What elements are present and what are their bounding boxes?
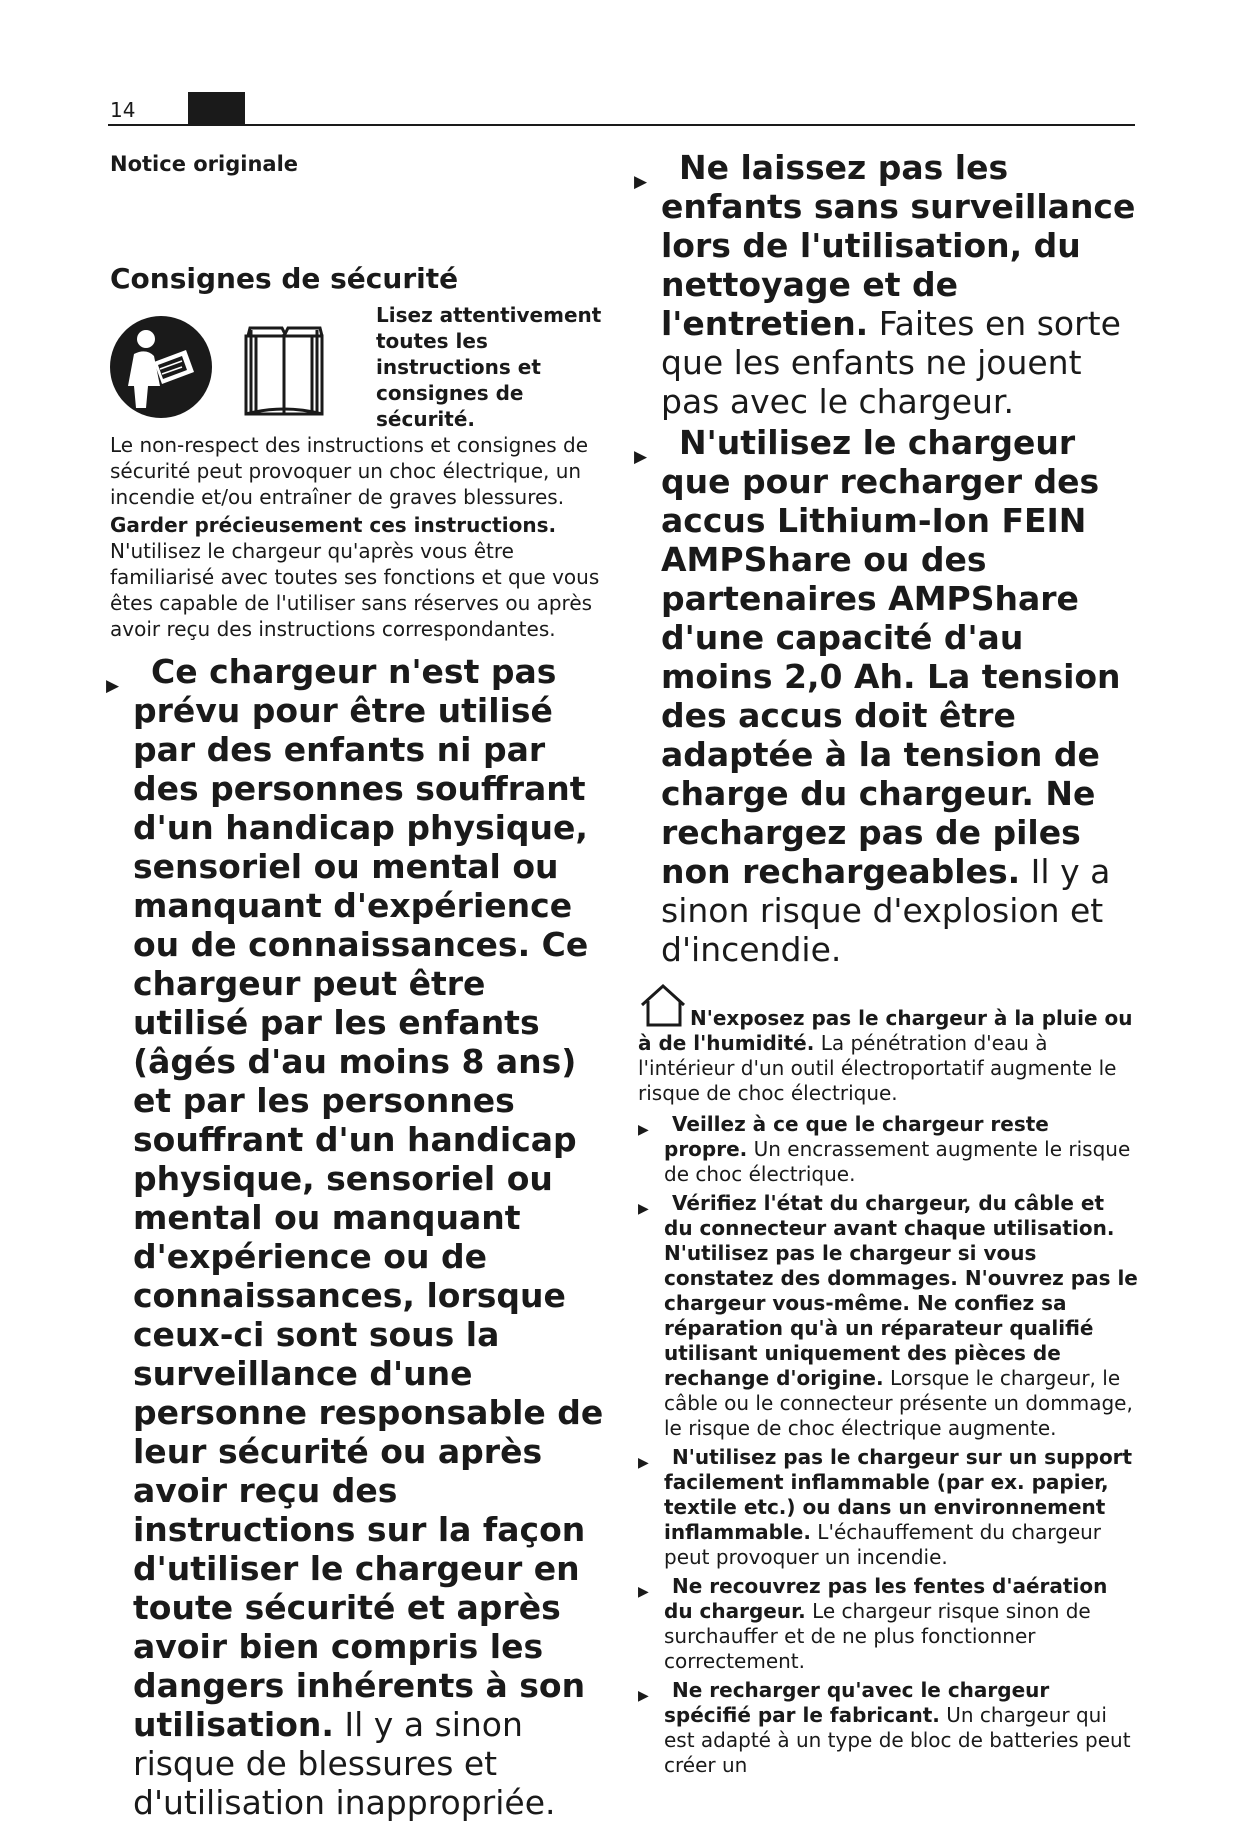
intro-block — [106, 302, 610, 1822]
bullet-triangle-icon: ▶ — [638, 1455, 649, 1471]
right-big-item-2 — [634, 423, 1138, 969]
list-item — [638, 1191, 1138, 1441]
bullet-triangle-icon: ▶ — [638, 1122, 649, 1138]
bullet-triangle-icon: ▶ — [634, 172, 648, 192]
read-manual-icon — [110, 316, 212, 418]
left-big-item-bold: Ce chargeur n'est pas prévu pour être utilisé par des enfants ni par des personnes souffrant d'un handicap physique, sensoriel ou mental ou manquant d'expérience ou de connaissances. Ce chargeur peut être utilisé par les enfants (âgés d'au moins 8 ans) et par les personnes souffrant d'un handicap physique, sensoriel ou mental ou manquant d'expérience ou de connaissances, lorsque ceux-ci sont sous la surveillance d'une personne responsable de leur sécurité ou après avoir reçu des instructions sur la façon d'utiliser le chargeur en toute sécurité et après avoir bien compris les dangers inhérents à son utilisation. — [133, 652, 604, 1744]
left-column — [106, 150, 610, 1822]
keep-bold: Garder précieusement ces instructions. — [110, 513, 557, 537]
left-big-item-text: Il y a sinon risque de blessures et d'utilisation inappropriée. — [133, 1705, 556, 1822]
list-item-bold: N'utilisez pas le chargeur sur un support facilement inflammable (par ex. papier, textile etc.) ou dans un environnement inflammable. — [664, 1445, 1133, 1544]
list-item-text: Un chargeur qui est adapté à un type de bloc de batteries peut créer un — [664, 1703, 1131, 1777]
list-item — [638, 1445, 1138, 1570]
page-number: 14 — [110, 98, 136, 122]
list-item-text: L'échauffement du chargeur peut provoquer un incendie. — [664, 1520, 1102, 1569]
list-item-text: Lorsque le chargeur, le câble ou le connecteur présente un dommage, le risque de choc électrique augmente. — [664, 1366, 1133, 1440]
intro-text-wrap — [110, 432, 610, 510]
right-big-item-2-text: Il y a sinon risque d'explosion et d'incendie. — [661, 852, 1111, 969]
intro-float — [376, 302, 610, 432]
right-big-item-1-text: Faites en sorte que les enfants ne jouent pas avec le chargeur. — [661, 304, 1121, 421]
page-tab-marker — [188, 92, 245, 125]
section-title: Consignes de sécurité — [110, 262, 459, 295]
header-rule — [108, 124, 1135, 126]
bullet-triangle-icon: ▶ — [634, 447, 648, 467]
intro-bold: Lisez attentivement toutes les instructions et consignes de sécurité. — [376, 303, 602, 431]
indoor-text: La pénétration d'eau à l'intérieur d'un outil électroportatif augmente le risque de choc électrique. — [638, 1031, 1117, 1105]
list-item-text: Le chargeur risque sinon de surchauffer et de ne plus fonctionner correctement. — [664, 1599, 1091, 1673]
list-item — [638, 1112, 1138, 1187]
bullet-triangle-icon: ▶ — [638, 1201, 649, 1217]
keep-paragraph — [110, 512, 610, 538]
right-big-item-1 — [634, 148, 1138, 421]
list-item — [638, 1574, 1138, 1674]
left-big-item — [106, 652, 610, 1822]
usage-text: N'utilisez le chargeur qu'après vous être familiarisé avec toutes ses fonctions et que vous êtes capable de l'utiliser sans réserves ou après avoir reçu des instructions correspondantes. — [110, 539, 600, 641]
right-column — [634, 148, 1138, 1782]
safety-icons — [110, 314, 340, 426]
list-item-bold: Ne recharger qu'avec le chargeur spécifié par le fabricant. — [664, 1678, 1050, 1727]
list-item — [638, 1678, 1138, 1778]
indoor-use-paragraph — [638, 983, 1138, 1106]
right-big-item-2-bold: N'utilisez le chargeur que pour recharger des accus Lithium-Ion FEIN AMPShare ou des partenaires AMPShare d'une capacité d'au moins 2,0 Ah. La tension des accus doit être adaptée à la tension de charge du chargeur. Ne rechargez pas de piles non rechargeables. — [661, 423, 1121, 891]
bullet-triangle-icon: ▶ — [638, 1584, 649, 1600]
safety-list — [638, 1112, 1138, 1778]
open-book-icon — [246, 328, 322, 414]
list-item-bold: Ne recouvrez pas les fentes d'aération du chargeur. — [664, 1574, 1108, 1623]
bullet-triangle-icon: ▶ — [638, 1688, 649, 1704]
list-item-text: Un encrassement augmente le risque de choc électrique. — [664, 1137, 1131, 1186]
indoor-bold: N'exposez pas le chargeur à la pluie ou à de l'humidité. — [638, 1006, 1133, 1055]
notice-label: Notice originale — [110, 152, 299, 176]
list-item-bold: Veillez à ce que le chargeur reste propre. — [664, 1112, 1049, 1161]
intro-text: Le non-respect des instructions et consignes de sécurité peut provoquer un choc électrique, un incendie et/ou entraîner de graves blessures. — [110, 433, 589, 509]
indoor-use-house-icon — [638, 983, 688, 1029]
right-big-item-1-bold: Ne laissez pas les enfants sans surveillance lors de l'utilisation, du nettoyage et de l'entretien. — [661, 148, 1136, 343]
bullet-triangle-icon: ▶ — [106, 676, 120, 696]
list-item-bold: Vérifiez l'état du chargeur, du câble et du connecteur avant chaque utilisation. N'utilisez pas le chargeur si vous constatez des dommages. N'ouvrez pas le chargeur vous-même. Ne confiez sa réparation qu'à un réparateur qualifié utilisant uniquement des pièces de rechange d'origine. — [664, 1191, 1138, 1390]
